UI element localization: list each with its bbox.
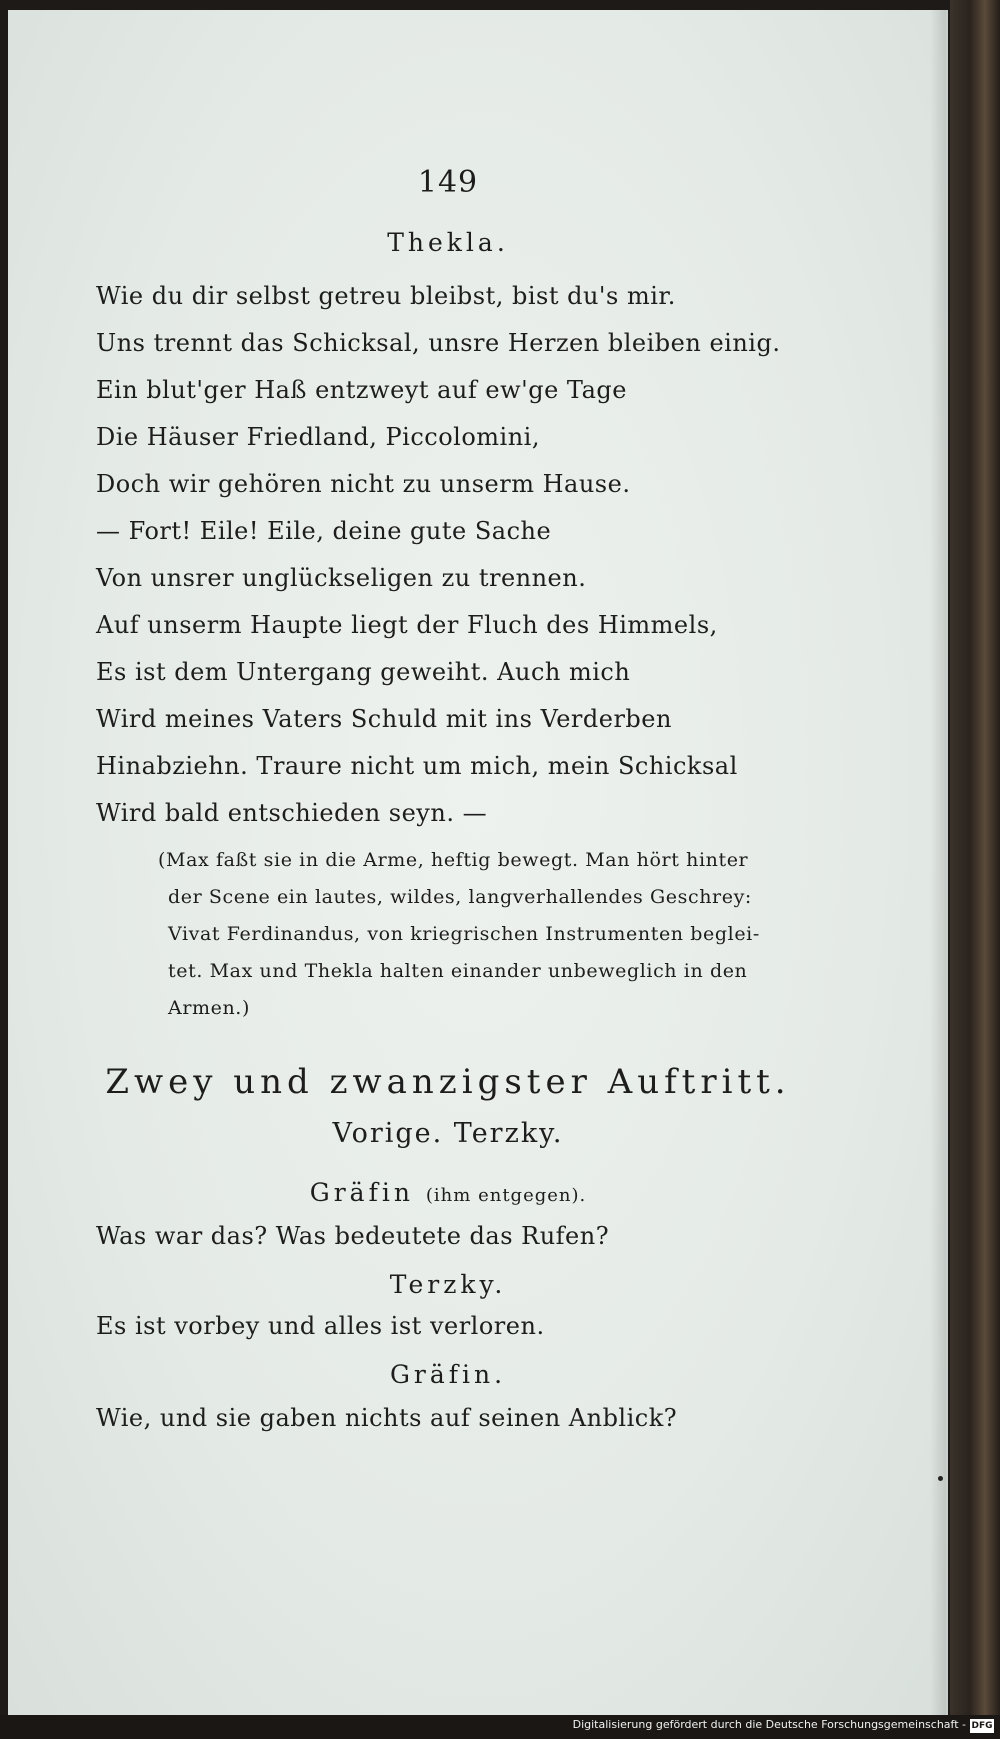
verse-line-6: — Fort! Eile! Eile, deine gute Sache — [96, 517, 552, 545]
scene-title: Zwey und zwanzigster Auftritt. — [105, 1062, 791, 1102]
verse-line-11: Hinabziehn. Traure nicht um mich, mein Schicksal — [96, 752, 738, 780]
dialogue-line-2: Es ist vorbey und alles ist verloren. — [96, 1312, 545, 1340]
speaker-thekla: Thekla. — [387, 228, 509, 257]
speaker-terzky: Terzky. — [389, 1270, 507, 1299]
scene-persons: Vorige. Terzky. — [332, 1118, 564, 1149]
dialogue-line-3: Wie, und sie gaben nichts auf seinen Anblick? — [96, 1404, 678, 1432]
verse-line-7: Von unsrer unglückseligen zu trennen. — [96, 564, 587, 592]
page-number: 149 — [417, 165, 479, 200]
book-edge — [950, 0, 1000, 1739]
verse-line-5: Doch wir gehören nicht zu unserm Hause. — [96, 470, 631, 498]
dfg-logo: DFG — [971, 1721, 993, 1731]
speaker-name: Gräfin — [309, 1178, 414, 1207]
verse-line-10: Wird meines Vaters Schuld mit ins Verderben — [96, 705, 672, 733]
speaker-direction: (ihm entgegen). — [425, 1185, 587, 1206]
verse-line-1: Wie du dir selbst getreu bleibst, bist du's mir. — [96, 282, 676, 310]
page-shadow — [930, 10, 946, 1715]
speaker-graefin-2: Gräfin. — [389, 1360, 507, 1389]
book-page — [8, 10, 948, 1715]
verse-line-3: Ein blut'ger Haß entzweyt auf ew'ge Tage — [96, 376, 627, 404]
verse-line-2: Uns trennt das Schicksal, unsre Herzen bleiben einig. — [96, 329, 781, 357]
ink-spot — [938, 1476, 943, 1481]
footer-credit: Digitalisierung gefördert durch die Deutsche Forschungsgemeinschaft - — [572, 1718, 966, 1731]
verse-line-9: Es ist dem Untergang geweiht. Auch mich — [96, 658, 631, 686]
speaker-graefin-1 — [8, 1178, 888, 1207]
verse-line-4: Die Häuser Friedland, Piccolomini, — [96, 423, 540, 451]
stage-direction: (Max faßt sie in die Arme, heftig bewegt. Man hört hinter der Scene ein lautes, wildes, langverhallendes Geschrey: Vivat Ferdinandus, von kriegrischen Instrumenten beglei- tet. Max und Thekla halten einander unbeweglich in den Armen.) — [158, 849, 760, 1019]
verse-line-8: Auf unserm Haupte liegt der Fluch des Himmels, — [96, 611, 718, 639]
dialogue-line-1: Was war das? Was bedeutete das Rufen? — [96, 1222, 610, 1250]
verse-line-12: Wird bald entschieden seyn. — — [96, 799, 488, 827]
